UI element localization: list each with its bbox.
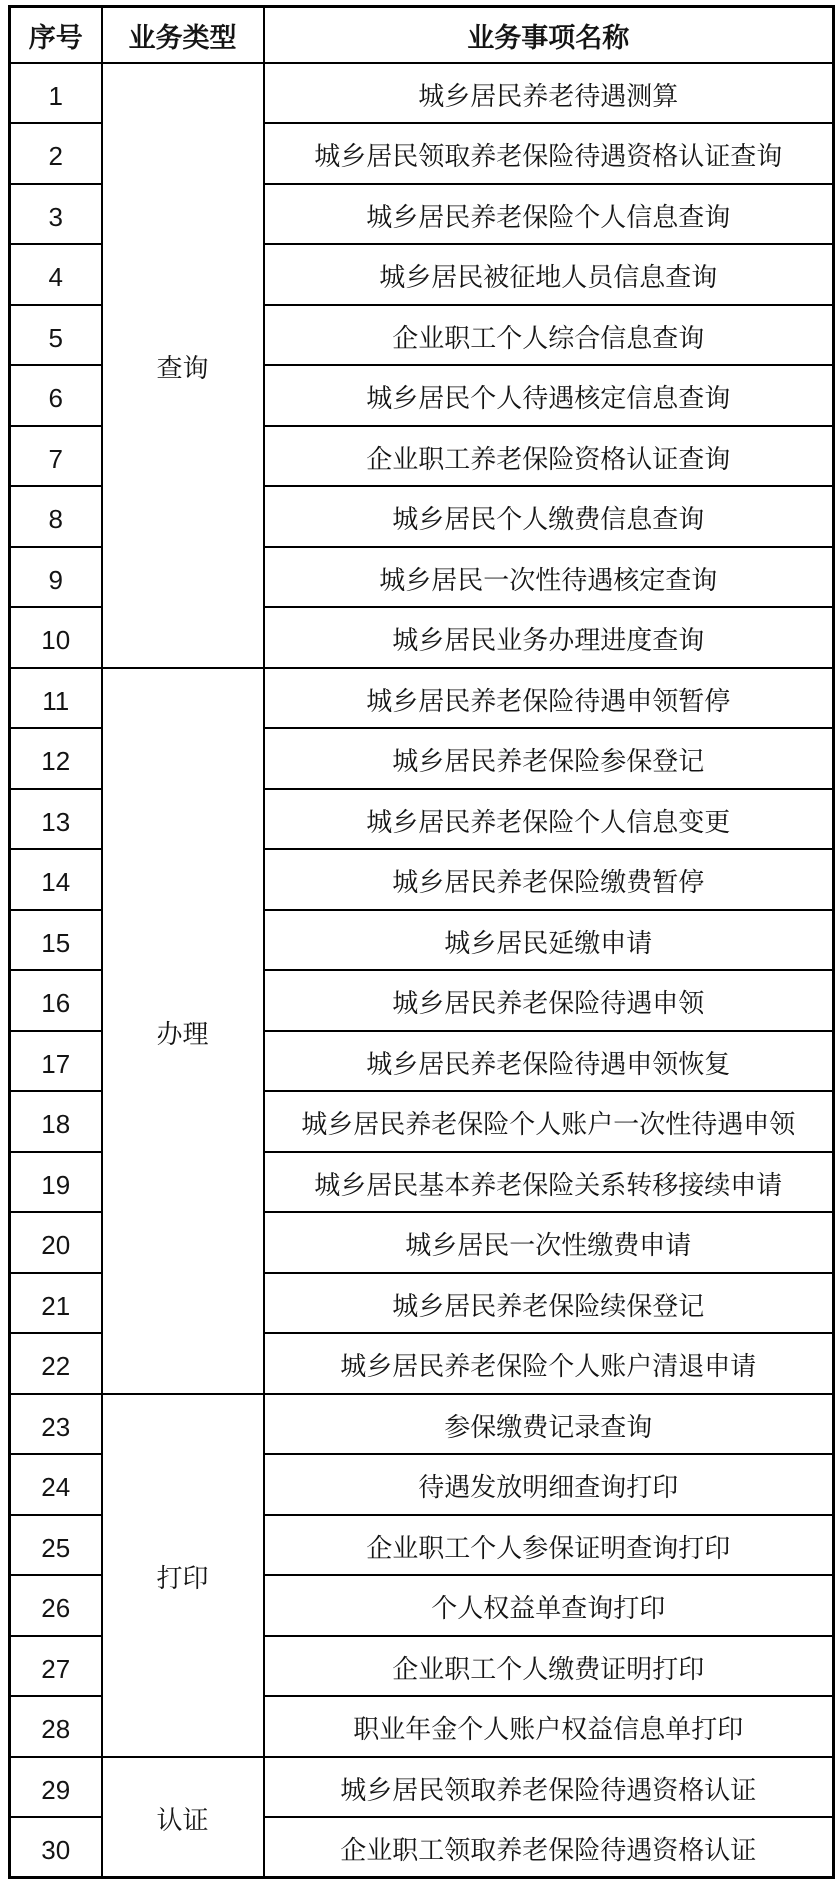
- business-item-name-cell: 企业职工个人参保证明查询打印: [264, 1515, 834, 1576]
- business-item-name-cell: 职业年金个人账户权益信息单打印: [264, 1696, 834, 1757]
- serial-number-cell: 25: [10, 1515, 102, 1576]
- business-item-name-cell: 城乡居民养老待遇测算: [264, 63, 834, 124]
- header-serial-number: 序号: [10, 7, 102, 63]
- serial-number-cell: 14: [10, 849, 102, 910]
- serial-number-cell: 5: [10, 305, 102, 366]
- table-body: [10, 63, 834, 1878]
- business-item-name-cell: 城乡居民延缴申请: [264, 910, 834, 971]
- serial-number-cell: 1: [10, 63, 102, 124]
- serial-number-cell: 17: [10, 1031, 102, 1092]
- serial-number-cell: 15: [10, 910, 102, 971]
- business-item-name-cell: 城乡居民业务办理进度查询: [264, 607, 834, 668]
- business-type-cell: 办理: [102, 668, 264, 1394]
- header-business-item-name: 业务事项名称: [264, 7, 834, 63]
- serial-number-cell: 11: [10, 668, 102, 729]
- serial-number-cell: 7: [10, 426, 102, 487]
- serial-number-cell: 30: [10, 1817, 102, 1878]
- serial-number-cell: 27: [10, 1636, 102, 1697]
- business-item-name-cell: 企业职工个人综合信息查询: [264, 305, 834, 366]
- serial-number-cell: 6: [10, 365, 102, 426]
- table-row: [10, 63, 834, 124]
- serial-number-cell: 16: [10, 970, 102, 1031]
- serial-number-cell: 18: [10, 1091, 102, 1152]
- table-row: [10, 1757, 834, 1818]
- business-type-cell: 认证: [102, 1757, 264, 1878]
- business-item-name-cell: 城乡居民基本养老保险关系转移接续申请: [264, 1152, 834, 1213]
- header-row: [10, 7, 834, 63]
- business-item-name-cell: 个人权益单查询打印: [264, 1575, 834, 1636]
- business-item-name-cell: 城乡居民养老保险待遇申领暂停: [264, 668, 834, 729]
- business-type-cell: 查询: [102, 63, 264, 668]
- serial-number-cell: 9: [10, 547, 102, 608]
- serial-number-cell: 2: [10, 123, 102, 184]
- business-item-name-cell: 城乡居民个人待遇核定信息查询: [264, 365, 834, 426]
- serial-number-cell: 10: [10, 607, 102, 668]
- business-item-name-cell: 城乡居民领取养老保险待遇资格认证: [264, 1757, 834, 1818]
- serial-number-cell: 23: [10, 1394, 102, 1455]
- business-item-name-cell: 城乡居民养老保险个人账户一次性待遇申领: [264, 1091, 834, 1152]
- business-item-name-cell: 城乡居民一次性缴费申请: [264, 1212, 834, 1273]
- business-item-name-cell: 城乡居民被征地人员信息查询: [264, 244, 834, 305]
- table-row: [10, 1394, 834, 1455]
- business-item-name-cell: 企业职工养老保险资格认证查询: [264, 426, 834, 487]
- business-item-name-cell: 城乡居民一次性待遇核定查询: [264, 547, 834, 608]
- serial-number-cell: 24: [10, 1454, 102, 1515]
- business-item-name-cell: 城乡居民养老保险待遇申领: [264, 970, 834, 1031]
- serial-number-cell: 20: [10, 1212, 102, 1273]
- serial-number-cell: 3: [10, 184, 102, 245]
- business-item-name-cell: 企业职工领取养老保险待遇资格认证: [264, 1817, 834, 1878]
- business-item-name-cell: 城乡居民养老保险缴费暂停: [264, 849, 834, 910]
- serial-number-cell: 21: [10, 1273, 102, 1334]
- business-item-name-cell: 城乡居民养老保险个人信息查询: [264, 184, 834, 245]
- business-item-name-cell: 城乡居民个人缴费信息查询: [264, 486, 834, 547]
- business-item-name-cell: 城乡居民养老保险待遇申领恢复: [264, 1031, 834, 1092]
- table-row: [10, 668, 834, 729]
- serial-number-cell: 12: [10, 728, 102, 789]
- business-item-name-cell: 城乡居民养老保险个人账户清退申请: [264, 1333, 834, 1394]
- business-item-name-cell: 城乡居民领取养老保险待遇资格认证查询: [264, 123, 834, 184]
- business-type-cell: 打印: [102, 1394, 264, 1757]
- business-item-name-cell: 参保缴费记录查询: [264, 1394, 834, 1455]
- business-item-name-cell: 城乡居民养老保险参保登记: [264, 728, 834, 789]
- business-item-name-cell: 城乡居民养老保险续保登记: [264, 1273, 834, 1334]
- serial-number-cell: 26: [10, 1575, 102, 1636]
- serial-number-cell: 22: [10, 1333, 102, 1394]
- business-item-name-cell: 待遇发放明细查询打印: [264, 1454, 834, 1515]
- serial-number-cell: 13: [10, 789, 102, 850]
- serial-number-cell: 4: [10, 244, 102, 305]
- serial-number-cell: 19: [10, 1152, 102, 1213]
- business-item-name-cell: 城乡居民养老保险个人信息变更: [264, 789, 834, 850]
- serial-number-cell: 29: [10, 1757, 102, 1818]
- header-business-type: 业务类型: [102, 7, 264, 63]
- serial-number-cell: 8: [10, 486, 102, 547]
- service-items-table: [8, 5, 835, 1879]
- serial-number-cell: 28: [10, 1696, 102, 1757]
- business-item-name-cell: 企业职工个人缴费证明打印: [264, 1636, 834, 1697]
